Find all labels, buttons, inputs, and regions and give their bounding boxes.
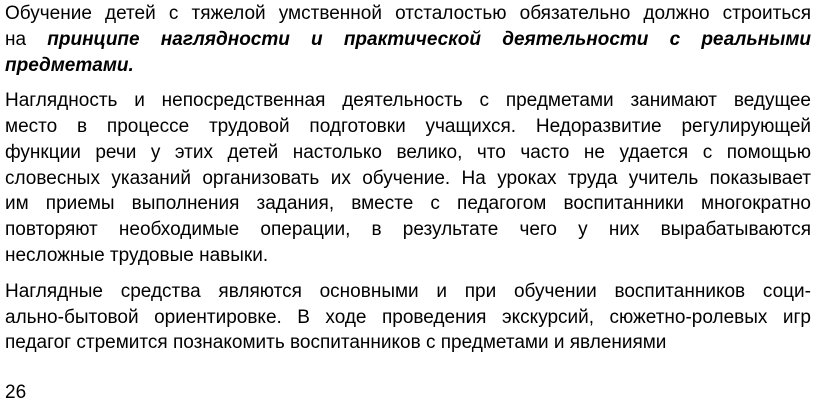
emphasis-text: предметами [5,55,129,76]
paragraph-1-line-2 [5,28,811,52]
paragraph-2-line-5: им приемы выполнения задания, вместе с педагогом воспитанники многократно [5,193,811,214]
emphasis-text: принципе наглядности и практической деятельности с реальными [47,29,811,50]
page-number: 26 [5,382,27,403]
paragraph-2-line-2: место в процессе трудовой подготовки учащихся. Недоразвитие регулирующей [5,116,811,137]
text-span: Обучение детей с тяжелой умственной отсталостью обязательно должно строиться [5,3,811,24]
paragraph-2-line-1: Наглядность и непосредственная деятельность с предметами занимают ведущее [5,90,811,111]
paragraph-1-line-1 [5,2,811,26]
text-span: на [5,29,48,50]
paragraph-3-line-3: педагог стремится познакомить воспитанников с предметами и явлениями [5,332,667,353]
paragraph-2-line-7: несложные трудовые навыки. [5,245,269,266]
paragraph-2-line-3: функции речи у этих детей настолько велико, что часто не удается с помощью [5,142,811,163]
paragraph-2-line-6: повторяют необходимые операции, в результате чего у них вырабатываются [5,219,811,240]
text-span: . [128,55,134,76]
paragraph-2-line-4: словесных указаний организовать их обучение. На уроках труда учитель показывает [5,168,811,189]
paragraph-3-line-2: ально-бытовой ориентировке. В ходе проведения экскурсий, сюжетно-ролевых игр [5,307,811,328]
paragraph-3-line-1: Наглядные средства являются основными и при обучении воспитанников соци- [5,281,811,302]
paragraph-1-line-3 [5,54,811,78]
